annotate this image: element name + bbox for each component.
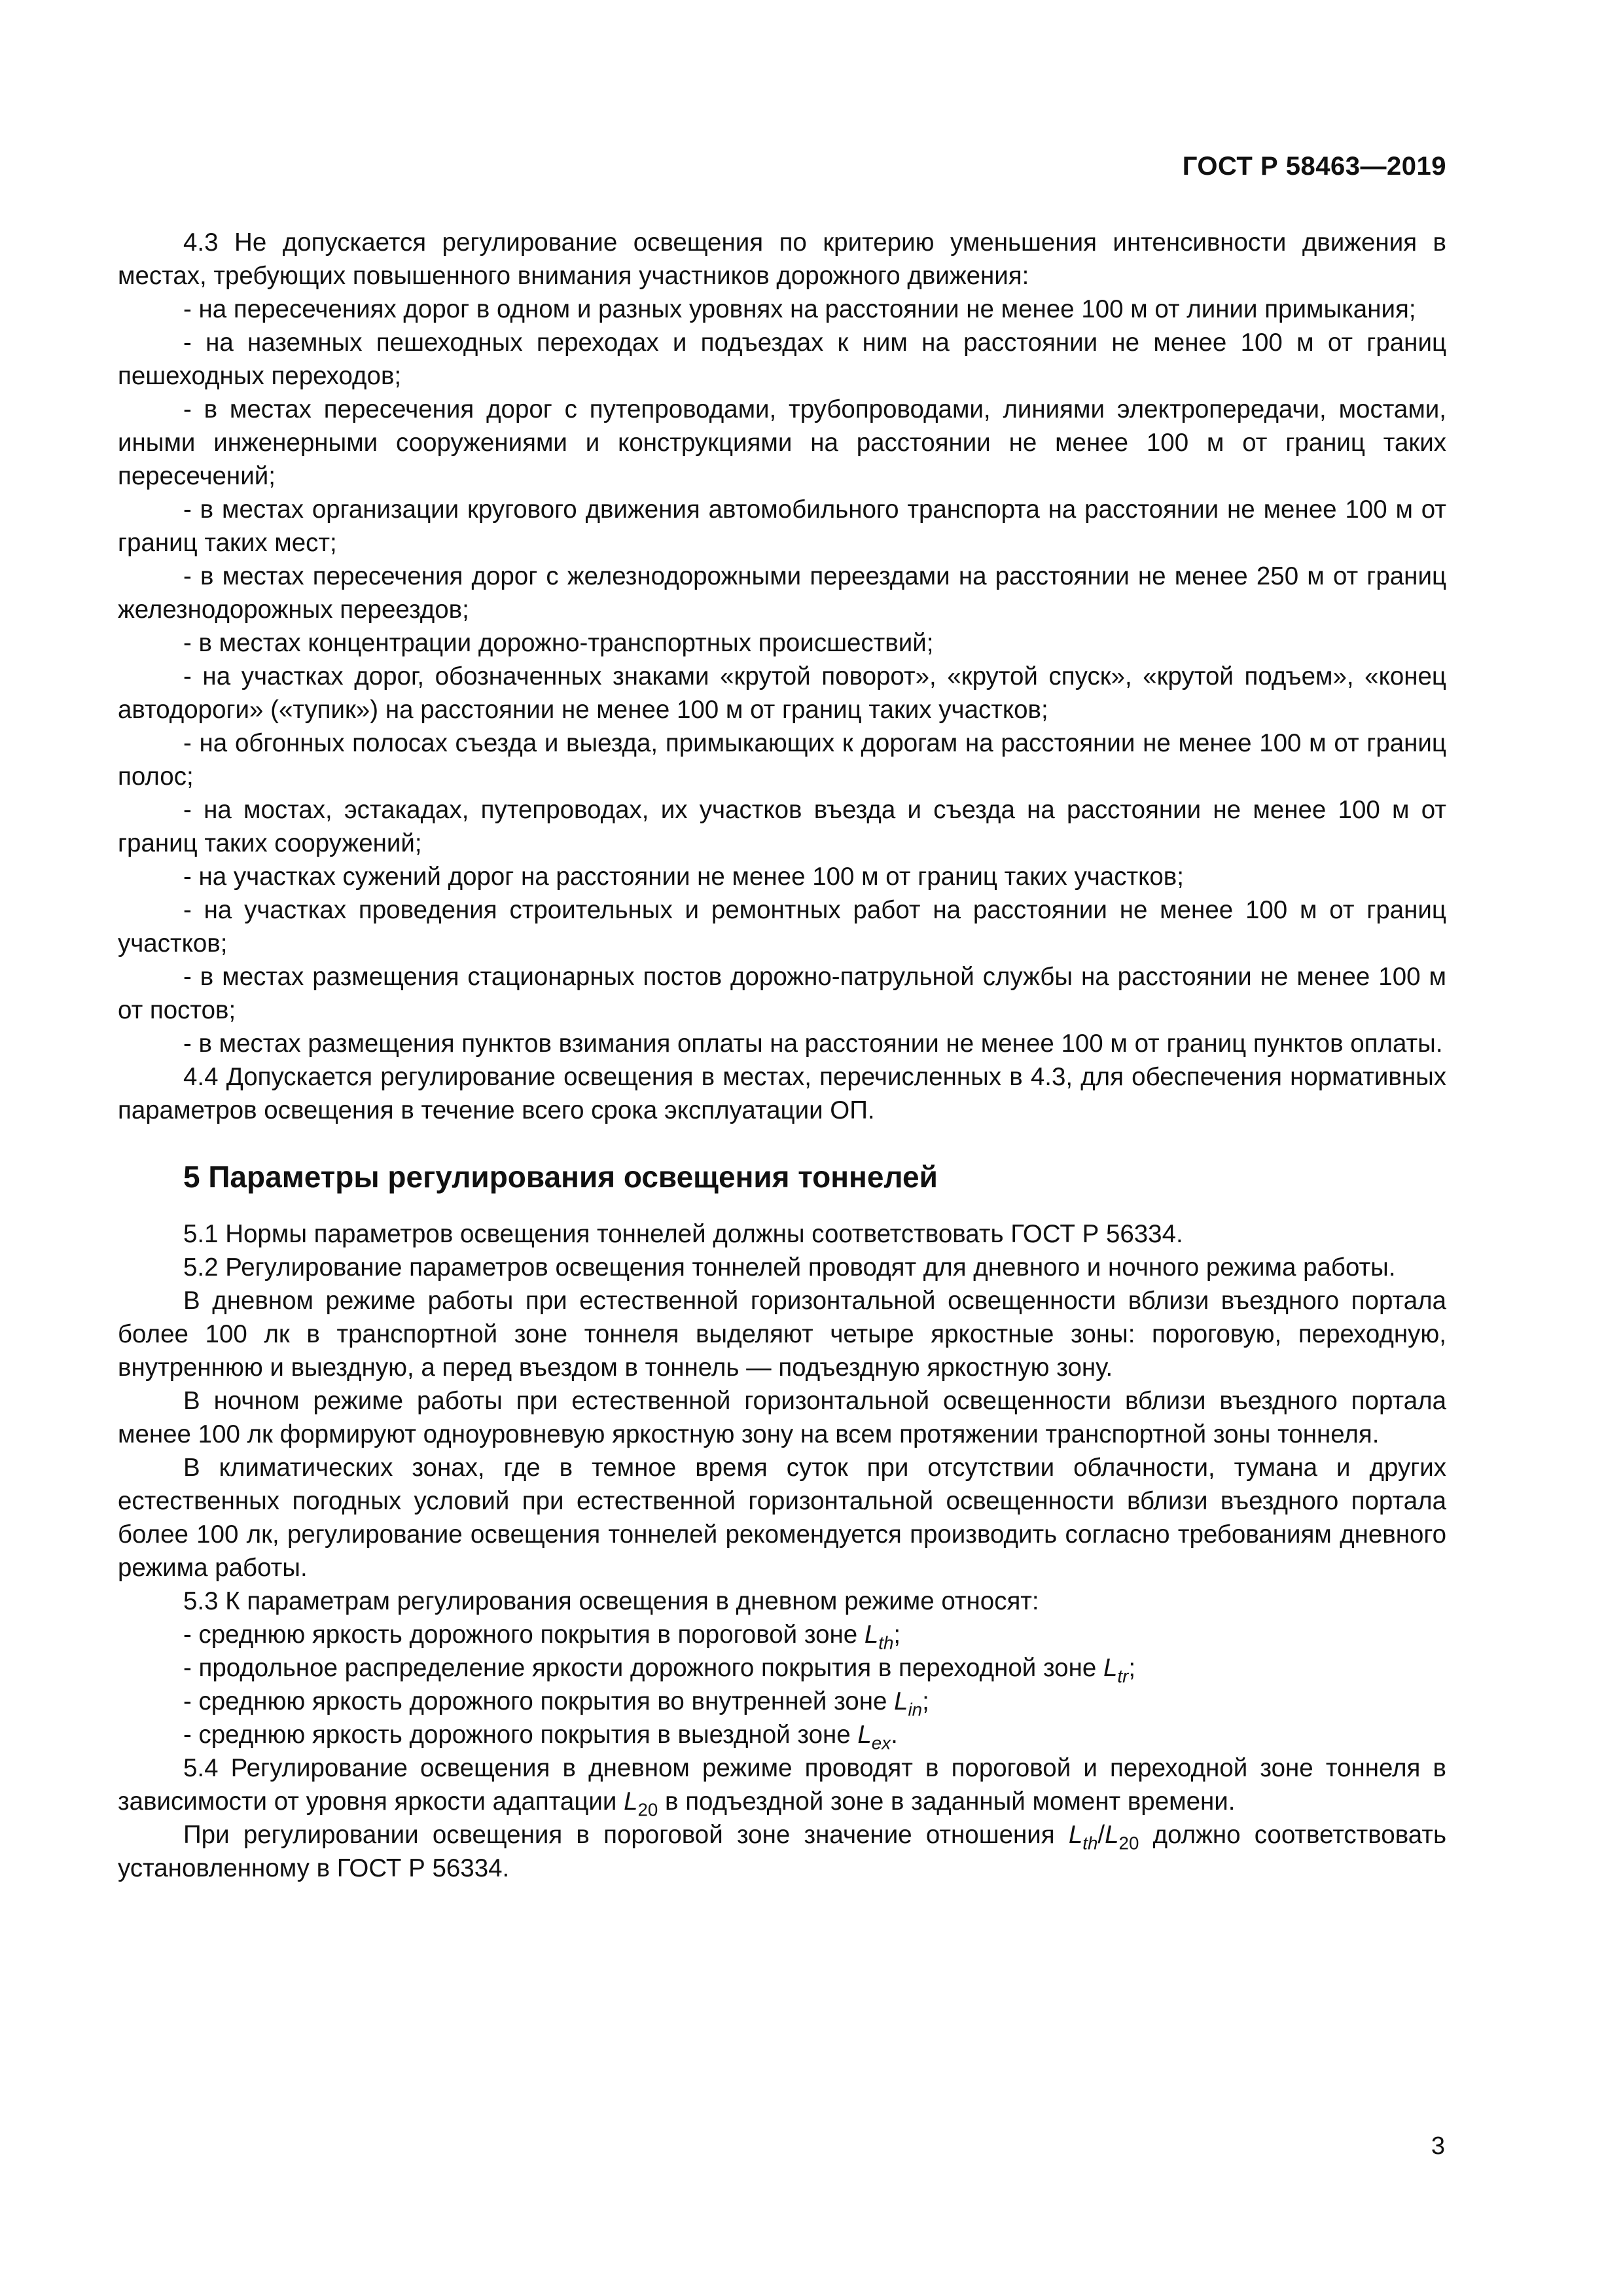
list-item: - на обгонных полосах съезда и выезда, примыкающих к дорогам на расстоянии не менее 100 м от границ полос; [118, 729, 1446, 791]
list-item: - на наземных пешеходных переходах и подъездах к ним на расстоянии не менее 100 м от границ пешеходных переходов; [118, 329, 1446, 390]
list-item: - на участках проведения строительных и ремонтных работ на расстоянии не менее 100 м от границ участков; [118, 896, 1446, 958]
document-header: ГОСТ Р 58463—2019 [1182, 152, 1446, 181]
paragraph-night-mode: В ночном режиме работы при естественной горизонтальной освещенности вблизи въездного портала менее 100 лк формируют одноуровневую яркостную зону на всем протяжении транспортной зоны тоннеля. [118, 1387, 1446, 1448]
paragraph-threshold-ratio: При регулировании освещения в пороговой зоне значение отношения $L_{th}/L_{20}$ должно соответствовать установленному в ГОСТ Р 56334. [118, 1821, 1446, 1882]
page-number: 3 [1431, 2132, 1445, 2160]
list-item: - среднюю яркость дорожного покрытия в выездной зоне $L_{ex}$. [183, 1721, 898, 1753]
clause-5-1: 5.1 Нормы параметров освещения тоннелей должны соответствовать ГОСТ Р 56334. [183, 1220, 1183, 1248]
list-item: - в местах концентрации дорожно-транспортных происшествий; [183, 629, 934, 657]
list-item: - в местах пересечения дорог с железнодорожными переездами на расстоянии не менее 250 м от границ железнодорожных переездов; [118, 562, 1446, 624]
list-item: - в местах пересечения дорог с путепроводами, трубопроводами, линиями электропередачи, мостами, иными инженерными сооружениями и конструкциями на расстоянии не менее 100 м от границ таких пересечений; [118, 395, 1446, 490]
clause-4-3-intro: 4.3 Не допускается регулирование освещения по критерию уменьшения интенсивности движения в местах, требующих повышенного внимания участников дорожного движения: [118, 228, 1446, 290]
list-item: - в местах размещения стационарных постов дорожно-патрульной службы на расстоянии не менее 100 м от постов; [118, 963, 1446, 1024]
paragraph-climate-zones: В климатических зонах, где в темное время суток при отсутствии облачности, тумана и других естественных погодных условий при естественной горизонтальной освещенности вблизи въездного портала более 100 лк, регулирование освещения тоннелей рекомендуется производить согласно требованиям дневного режима работы. [118, 1454, 1446, 1582]
list-item: - среднюю яркость дорожного покрытия во внутренней зоне $L_{in}$; [183, 1687, 929, 1720]
list-item: - на пересечениях дорог в одном и разных уровнях на расстоянии не менее 100 м от линии примыкания; [183, 295, 1416, 323]
section-5-title: 5 Параметры регулирования освещения тоннелей [183, 1160, 938, 1194]
list-item: - среднюю яркость дорожного покрытия в пороговой зоне $L_{th}$; [183, 1621, 901, 1653]
list-item: - на участках сужений дорог на расстоянии не менее 100 м от границ таких участков; [183, 863, 1184, 891]
list-item: - на участках дорог, обозначенных знаками «крутой поворот», «крутой спуск», «крутой подъем», «конец автодороги» («тупик») на расстоянии не менее 100 м от границ таких участков; [118, 662, 1446, 724]
list-item: - в местах организации кругового движения автомобильного транспорта на расстоянии не менее 100 м от границ таких мест; [118, 495, 1446, 557]
list-item: - продольное распределение яркости дорожного покрытия в переходной зоне $L_{tr}$; [183, 1654, 1136, 1687]
clause-5-4: 5.4 Регулирование освещения в дневном режиме проводят в пороговой и переходной зоне тоннеля в зависимости от уровня яркости адаптации $L_{20}$ в подъездной зоне в заданный момент времени. [118, 1754, 1446, 1820]
paragraph-day-mode: В дневном режиме работы при естественной горизонтальной освещенности вблизи въездного портала более 100 лк в транспортной зоне тоннеля выделяют четыре яркостные зоны: пороговую, переходную, внутреннюю и выездную, а перед въездом в тоннель — подъездную яркостную зону. [118, 1287, 1446, 1382]
list-item: - в местах размещения пунктов взимания оплаты на расстоянии не менее 100 м от границ пунктов оплаты. [183, 1030, 1443, 1058]
list-item: - на мостах, эстакадах, путепроводах, их участков въезда и съезда на расстоянии не менее 100 м от границ таких сооружений; [118, 796, 1446, 857]
clause-5-3: 5.3 К параметрам регулирования освещения в дневном режиме относят: [183, 1587, 1039, 1615]
page-content [118, 226, 1446, 1885]
clause-5-2: 5.2 Регулирование параметров освещения тоннелей проводят для дневного и ночного режима работы. [183, 1253, 1396, 1282]
clause-4-4: 4.4 Допускается регулирование освещения в местах, перечисленных в 4.3, для обеспечения нормативных параметров освещения в течение всего срока эксплуатации ОП. [118, 1063, 1446, 1124]
